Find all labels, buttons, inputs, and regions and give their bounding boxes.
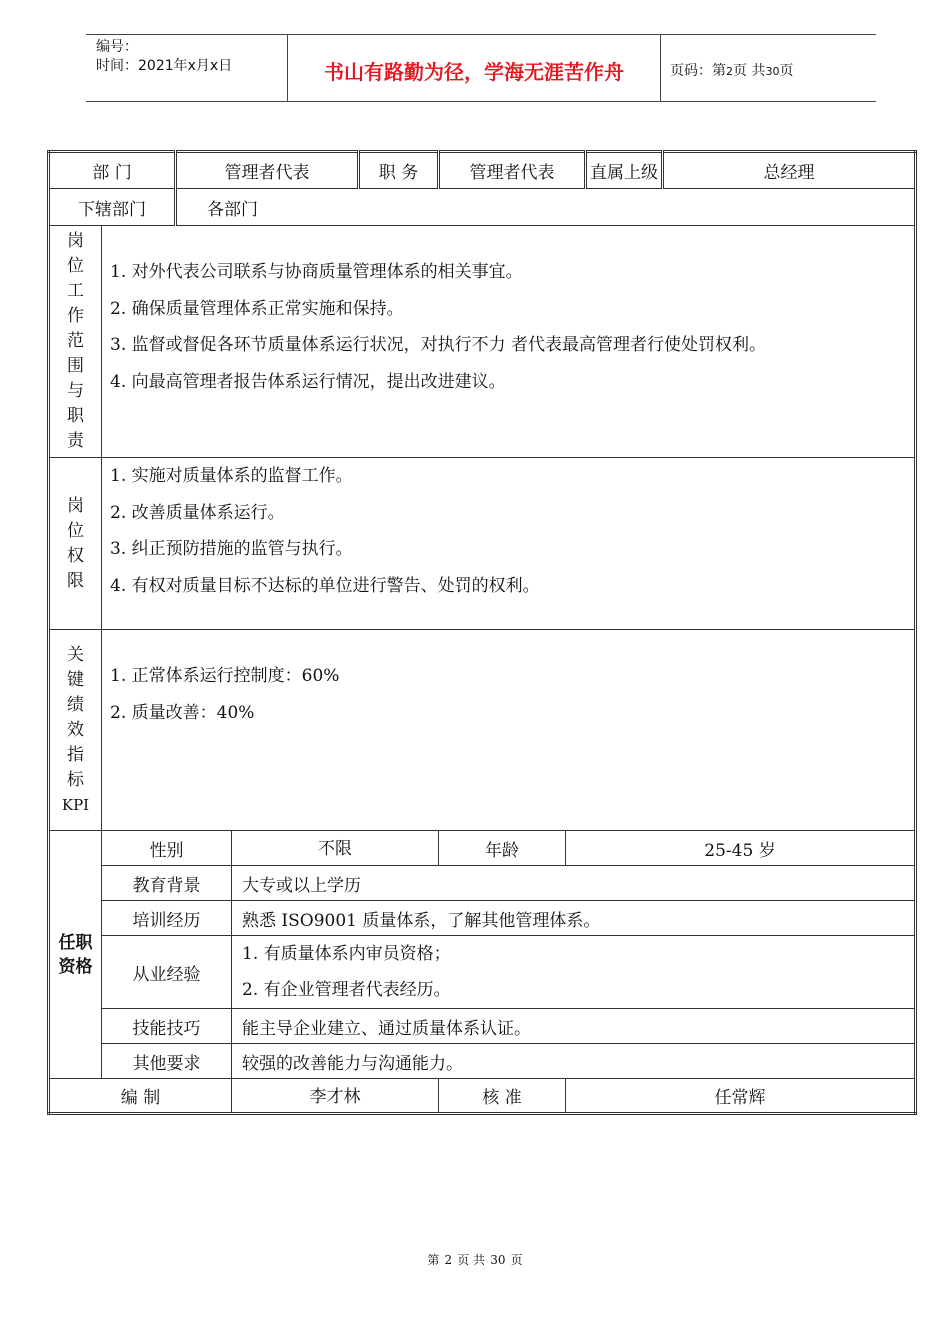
authority-list — [102, 458, 916, 630]
gender-value: 不限 — [232, 831, 439, 866]
list-item: 3. 监督或督促各环节质量体系运行状况，对执行不力 者代表最高管理者行使处罚权利。 — [110, 335, 767, 355]
list-item: 4. 向最高管理者报告体系运行情况，提出改进建议。 — [110, 371, 506, 392]
table-row — [49, 831, 916, 866]
experience-label: 从业经验 — [102, 936, 232, 1009]
author-label: 编 制 — [49, 1079, 232, 1114]
training-value: 熟悉 ISO9001 质量体系，了解其他管理体系。 — [232, 901, 916, 936]
list-item: 1. 对外代表公司联系与协商质量管理体系的相关事宜。 — [110, 262, 523, 282]
kpi-label: 关 键 绩 效 指 标 KPI — [49, 630, 102, 831]
table-row — [49, 1044, 916, 1079]
page-current: 2 — [726, 65, 733, 78]
table-row — [49, 458, 916, 630]
subordinate-label: 下辖部门 — [49, 189, 176, 226]
table-row — [49, 936, 916, 1009]
header-divider — [660, 34, 661, 102]
dept-value: 管理者代表 — [176, 152, 359, 189]
table-row — [49, 901, 916, 936]
gender-label: 性别 — [102, 831, 232, 866]
header-bottom-rule — [86, 101, 876, 102]
superior-value: 总经理 — [663, 152, 916, 189]
authority-label: 岗 位 权 限 — [49, 458, 102, 630]
duties-list — [102, 226, 916, 458]
other-label: 其他要求 — [102, 1044, 232, 1079]
footer-suffix: 页 — [510, 1253, 523, 1267]
age-value: 25-45 岁 — [566, 831, 916, 866]
skills-value: 能主导企业建立、通过质量体系认证。 — [232, 1009, 916, 1044]
author-value: 李才林 — [232, 1079, 439, 1114]
list-item: 4. 有权对质量目标不达标的单位进行警告、处罚的权利。 — [110, 575, 540, 596]
table-row — [49, 1009, 916, 1044]
skills-label: 技能技巧 — [102, 1009, 232, 1044]
training-label: 培训经历 — [102, 901, 232, 936]
table-row — [49, 1079, 916, 1114]
kpi-list — [102, 630, 916, 831]
approve-value: 任常辉 — [566, 1079, 916, 1114]
page-prefix: 页码：第 — [670, 63, 726, 79]
superior-label: 直属上级 — [586, 152, 663, 189]
list-item: 2. 改善质量体系运行。 — [110, 502, 285, 523]
list-item: 1. 有质量体系内审员资格； — [242, 944, 451, 964]
page-mid: 页 共 — [733, 63, 766, 79]
list-item: 2. 有企业管理者代表经历。 — [242, 980, 451, 1000]
education-value: 大专或以上学历 — [232, 866, 916, 901]
table-row — [49, 630, 916, 831]
age-label: 年龄 — [439, 831, 566, 866]
serial-label: 编号： — [96, 39, 138, 55]
page-total: 30 — [765, 65, 780, 78]
header-motto: 书山有路勤为径，学海无涯苦作舟 — [324, 60, 624, 84]
duties-label: 岗 位 工 作 范 围 与 职 责 — [49, 226, 102, 458]
list-item: 1. 正常体系运行控制度：60% — [110, 666, 340, 686]
list-item: 2. 质量改善：40% — [110, 702, 255, 723]
footer-page-total: 30 — [490, 1253, 506, 1267]
time-label: 时间：2021年x月x日 — [96, 58, 233, 74]
footer-prefix: 第 — [427, 1253, 440, 1267]
other-value: 较强的改善能力与沟通能力。 — [232, 1044, 916, 1079]
header-top-rule — [86, 34, 876, 35]
table-row — [49, 226, 916, 458]
job-description-table — [47, 150, 917, 1115]
footer-page-current: 2 — [444, 1253, 453, 1267]
table-row — [49, 152, 916, 189]
list-item: 2. 确保质量管理体系正常实施和保持。 — [110, 298, 404, 319]
header-page-number — [670, 60, 793, 80]
list-item: 3. 纠正预防措施的监管与执行。 — [110, 539, 353, 559]
education-label: 教育背景 — [102, 866, 232, 901]
dept-label: 部 门 — [49, 152, 176, 189]
footer-page-number — [0, 1249, 950, 1268]
title-value: 管理者代表 — [439, 152, 586, 189]
title-label: 职 务 — [359, 152, 439, 189]
footer-mid: 页 共 — [457, 1253, 486, 1267]
table-row — [49, 189, 916, 226]
approve-label: 核 准 — [439, 1079, 566, 1114]
table-row — [49, 866, 916, 901]
list-item: 1. 实施对质量体系的监督工作。 — [110, 466, 353, 486]
experience-list — [232, 936, 916, 1009]
header-meta — [96, 38, 232, 76]
page-suffix: 页 — [779, 63, 794, 79]
qualification-label: 任职 资格 — [49, 831, 102, 1079]
subordinate-value: 各部门 — [176, 189, 916, 226]
